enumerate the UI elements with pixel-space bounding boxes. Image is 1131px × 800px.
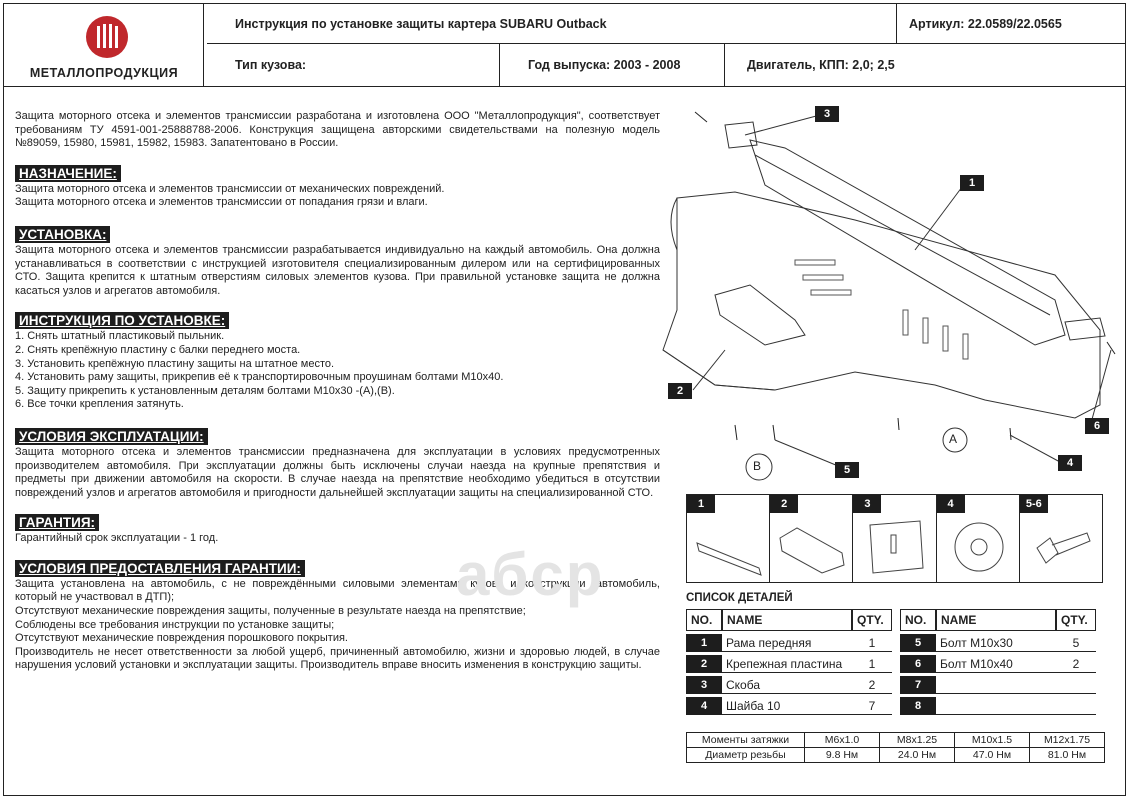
purpose-line: Защита моторного отсека и элементов трансмиссии от попадания грязи и влаги. bbox=[15, 196, 428, 209]
purpose-heading: НАЗНАЧЕНИЕ: bbox=[15, 165, 121, 182]
torque-value: 24.0 Нм bbox=[880, 748, 955, 763]
condition-item: Защита установлена на автомобиль, с не повреждёнными силовыми элементами кузова и конструкции (автомобиль, который не участвовал в ДТП); bbox=[15, 577, 660, 604]
installation-heading: УСТАНОВКА: bbox=[15, 226, 110, 243]
part-name: Болт М10х40 bbox=[936, 655, 1056, 673]
watermark: aбcp bbox=[456, 541, 605, 608]
part-illustrations bbox=[686, 494, 1103, 583]
table-row bbox=[686, 676, 892, 694]
mounting-plate bbox=[715, 285, 805, 345]
step-item: 5. Защиту прикрепить к установленным деталям болтами М10х30 -(А),(В). bbox=[15, 384, 395, 397]
part-icon-number: 1 bbox=[687, 495, 715, 513]
part-qty: 1 bbox=[852, 655, 892, 673]
step-item: 6. Все точки крепления затянуть. bbox=[15, 398, 184, 411]
part-no: 1 bbox=[686, 634, 722, 652]
step-item: 2. Снять крепёжную пластину с балки переднего моста. bbox=[15, 343, 301, 356]
thread-size: М8х1.25 bbox=[880, 733, 955, 748]
part-qty bbox=[1056, 676, 1096, 694]
article-number: Артикул: 22.0589/22.0565 bbox=[909, 16, 1062, 31]
thread-size: М12х1.75 bbox=[1030, 733, 1105, 748]
part-name: Рама передняя bbox=[722, 634, 852, 652]
table-row bbox=[686, 634, 892, 652]
torque-value: 47.0 Нм bbox=[955, 748, 1030, 763]
table-row bbox=[900, 634, 1096, 652]
condition-item: Производитель не несет ответственности за любой ущерб, причиненный автомобилю, жизни и здоровью людей, в случае нарушения условий установки и эксплуатации защиты. Производитель вправе вносить изменения в конструкцию защиты. bbox=[15, 645, 660, 672]
part-qty: 2 bbox=[852, 676, 892, 694]
part-icon-number: 3 bbox=[853, 495, 881, 513]
parts-list-title: СПИСОК ДЕТАЛЕЙ bbox=[686, 592, 793, 604]
torque-table bbox=[686, 732, 1105, 763]
steps-heading: ИНСТРУКЦИЯ ПО УСТАНОВКЕ: bbox=[15, 312, 229, 329]
parts-table-right bbox=[900, 606, 1096, 718]
warranty-conditions-heading: УСЛОВИЯ ПРЕДОСТАВЛЕНИЯ ГАРАНТИИ: bbox=[15, 560, 305, 577]
logo-text: МЕТАЛЛОПРОДУКЦИЯ bbox=[29, 66, 179, 80]
part-name bbox=[936, 697, 1056, 715]
part-name: Скоба bbox=[722, 676, 852, 694]
front-frame-icon bbox=[689, 513, 769, 583]
label-b: B bbox=[753, 459, 762, 473]
part-icon-number: 5-6 bbox=[1020, 495, 1048, 513]
production-years: Год выпуска: 2003 - 2008 bbox=[500, 44, 725, 86]
step-item: 3. Установить крепёжную пластину защиты на штатное место. bbox=[15, 357, 335, 370]
engine-gearbox: Двигатель, КПП: 2,0; 2,5 bbox=[747, 58, 895, 72]
col-header: NAME bbox=[936, 609, 1056, 631]
parts-table-left bbox=[686, 606, 892, 718]
exploded-assembly-drawing bbox=[655, 100, 1125, 490]
part-no: 5 bbox=[900, 634, 936, 652]
skid-plate-outline bbox=[663, 192, 1100, 418]
torque-row-label: Моменты затяжки bbox=[687, 733, 805, 748]
callout-6: 6 bbox=[1085, 418, 1109, 434]
part-no: 3 bbox=[686, 676, 722, 694]
col-header: NO. bbox=[686, 609, 722, 631]
part-name: Шайба 10 bbox=[722, 697, 852, 715]
part-qty: 5 bbox=[1056, 634, 1096, 652]
table-row bbox=[686, 655, 892, 673]
part-name: Болт М10х30 bbox=[936, 634, 1056, 652]
thread-size: М10х1.5 bbox=[955, 733, 1030, 748]
step-item: 1. Снять штатный пластиковый пыльник. bbox=[15, 330, 225, 343]
part-name bbox=[936, 676, 1056, 694]
step-item: 4. Установить раму защиты, прикрепив её к транспортировочным проушинам болтами М10х40. bbox=[15, 371, 504, 384]
part-name: Крепежная пластина bbox=[722, 655, 852, 673]
condition-item: Отсутствуют механические повреждения порошкового покрытия. bbox=[15, 632, 348, 645]
torque-row-label: Диаметр резьбы bbox=[687, 748, 805, 763]
intro-paragraph: Защита моторного отсека и элементов трансмиссии разработана и изготовлена ООО "Металлопродукция", соответствует требованиям ТУ 4591-001-25888788-2006. Конструкция защищена авторскими свидетельствами на полезную модель №89059, 15980, 15981, 15982, 15983. Запатентовано в России. bbox=[15, 110, 660, 150]
part-icon-cell bbox=[770, 495, 853, 582]
col-header: QTY. bbox=[852, 609, 892, 631]
part-icon-number: 2 bbox=[770, 495, 798, 513]
table-row bbox=[900, 676, 1096, 694]
table-row bbox=[900, 655, 1096, 673]
condition-item: Отсутствуют механические повреждения защиты, полученные в результате наезда на препятствие; bbox=[15, 605, 526, 618]
col-header: NO. bbox=[900, 609, 936, 631]
callout-4: 4 bbox=[1058, 455, 1082, 471]
torque-value: 9.8 Нм bbox=[805, 748, 880, 763]
callout-1: 1 bbox=[960, 175, 984, 191]
part-no: 8 bbox=[900, 697, 936, 715]
col-header: NAME bbox=[722, 609, 852, 631]
operation-paragraph: Защита моторного отсека и элементов трансмиссии предназначена для эксплуатации в условиях предусмотренных производителем автомобиля. При эксплуатации должны быть исключены случаи наезда на крупные препятствия и предметы при движении автомобиля на скорости. В случае наезда на препятствие необходимо убедиться в отсутствии повреждений узлов и агрегатов автомобиля и пригодности дальнейшей эксплуатации защиты на специализированной СТО. bbox=[15, 445, 660, 499]
part-icon-cell bbox=[1020, 495, 1102, 582]
torque-value: 81.0 Нм bbox=[1030, 748, 1105, 763]
warranty-heading: ГАРАНТИЯ: bbox=[15, 514, 99, 531]
logo-cell bbox=[4, 4, 204, 86]
bracket-left bbox=[725, 122, 757, 148]
part-no: 6 bbox=[900, 655, 936, 673]
callout-3: 3 bbox=[815, 106, 839, 122]
callout-5: 5 bbox=[835, 462, 859, 478]
doc-title: Инструкция по установке защиты картера SUBARU Outback bbox=[207, 4, 897, 43]
body-type: Тип кузова: bbox=[207, 44, 500, 86]
title-block bbox=[3, 3, 1126, 87]
part-icon-cell bbox=[853, 495, 936, 582]
installation-paragraph: Защита моторного отсека и элементов трансмиссии разрабатывается индивидуально на каждый автомобиль. Она должна устанавливаться в соответствии с инструкцией изготовителя специализированным дилером или на сертифицированных СТО. Защита крепится к штатным отверстиям силовых элементов кузова. При правильной установке защита не должна касаться узлов и агрегатов автомобиля. bbox=[15, 243, 660, 297]
company-logo bbox=[86, 16, 128, 58]
part-icon-cell bbox=[687, 495, 770, 582]
condition-item: Соблюдены все требования инструкции по установке защиты; bbox=[15, 618, 335, 631]
part-icon-cell bbox=[937, 495, 1020, 582]
table-row bbox=[900, 697, 1096, 715]
thread-size: М6х1.0 bbox=[805, 733, 880, 748]
bracket-icon bbox=[855, 513, 935, 583]
part-no: 7 bbox=[900, 676, 936, 694]
warranty-text: Гарантийный срок эксплуатации - 1 год. bbox=[15, 532, 219, 545]
col-header: QTY. bbox=[1056, 609, 1096, 631]
operation-heading: УСЛОВИЯ ЭКСПЛУАТАЦИИ: bbox=[15, 428, 208, 445]
mounting-plate-icon bbox=[772, 513, 852, 583]
callout-2: 2 bbox=[668, 383, 692, 399]
part-qty bbox=[1056, 697, 1096, 715]
part-qty: 7 bbox=[852, 697, 892, 715]
part-qty: 1 bbox=[852, 634, 892, 652]
label-a: A bbox=[949, 432, 958, 446]
part-no: 2 bbox=[686, 655, 722, 673]
part-qty: 2 bbox=[1056, 655, 1096, 673]
table-row bbox=[686, 697, 892, 715]
part-icon-number: 4 bbox=[937, 495, 965, 513]
part-no: 4 bbox=[686, 697, 722, 715]
bolt-icon bbox=[1022, 513, 1102, 583]
purpose-line: Защита моторного отсека и элементов трансмиссии от механических повреждений. bbox=[15, 182, 445, 195]
washer-icon bbox=[939, 513, 1019, 583]
